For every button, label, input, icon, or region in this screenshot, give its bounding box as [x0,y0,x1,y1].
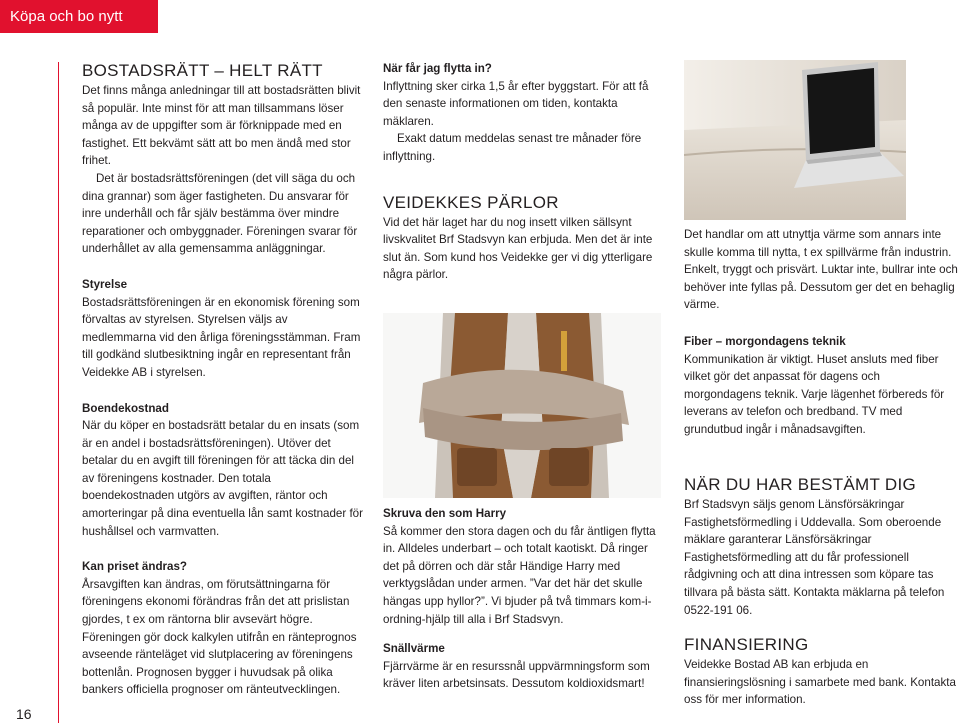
harry-heading: Skruva den som Harry [383,507,507,520]
worker-photo [383,313,661,498]
varme-paragraph: Det handlar om att utnyttja värme som annars inte skulle komma till nytta, t ex spillvärme från industrin. Enkelt, tryggt och prisvärt. Luktar inte, bullrar inte och behöver inte fyllas på. Dessutom ger det en behaglig värme. [684,228,958,312]
fiber-paragraph: Kommunikation är viktigt. Huset ansluts med fiber vilket gör det anpassat för dagens och morgondagens teknik. Varje lägenhet förbereds för leverans av telefon och bredband. TV med grundutbud ingår i månadsavgiften. [684,352,945,436]
flytta-paragraph-2: Exakt datum meddelas senast tre månader före inflyttning. [383,132,642,163]
intro-paragraph: Det finns många anledningar till att bostadsrätten blivit så populär. Inte minst för att man tillsammans löser många av de uppgifter som är förknippade med en fastighet. Ett bekvämt sätt att bo men ändå med stor frihet. [82,84,361,168]
parlor-paragraph: Vid det här laget har du nog insett vilken sällsynt livskvalitet Brf Stadsvyn kan erbjuda. Men det är inte slut än. Som kund hos Veidekke ger vi dig ytterligare några pärlor. [383,215,653,282]
styrelse-paragraph: Bostadsrättsföreningen är en ekonomisk förening som förvaltas av styrelsen. Styrelsen väljs av medlemmarna vid den årliga föreningsstämman. Fram till godkänd slutbesiktning ingår en representant från Veidekke AB i styrelsen. [82,295,361,379]
column-2-bottom [383,505,661,693]
column-3-bestamt [684,474,960,619]
page-number: 16 [16,706,32,722]
column-2 [383,60,661,284]
ownership-paragraph: Det är bostadsrättsföreningen (det vill säga du och dina grannar) som äger fastigheten. Du ansvarar för inre underhåll och får själv bestämma över mindre reparationer och ombyggnader. Föreningen svarar för underhållet av alla gemensamma anläggningar. [82,171,358,256]
fiber-heading: Fiber – morgondagens teknik [684,335,846,348]
column-3-finansiering [684,634,960,709]
snallvarme-paragraph: Fjärrvärme är en resurssnål uppvärmningsform som kräver liten arbetsinsats. Dessutom koldioxidsmart! [383,659,650,691]
pris-paragraph: Årsavgiften kan ändras, om förutsättningarna för föreningens ekonomi förändras från det att prislistan gjordes, t ex om räntorna blir avsevärt högre. Föreningen gör dock kalkylen utifrån en ränteprognos avseende ränteläget vid slutplacering av föreningens bottenlån. Prognosen bygger i huvudsak på olika bankers officiella prognoser om ränteutvecklingen. [82,577,357,697]
margin-rule [58,62,59,723]
boendekostnad-heading: Boendekostnad [82,401,169,415]
column-3 [684,226,960,314]
section-tab: Köpa och bo nytt [0,0,158,33]
harry-paragraph: Så kommer den stora dagen och du får äntligen flytta in. Alldeles underbart – och totalt kaotiskt. Då ringer det på dörren och där står Händige Harry med verktygslådan under armen. ”Var det här det skulle hängas upp hyllor?”. Vi bjuder på två timmars kom-i-ordning-hjälp till alla i Brf Stadsvyn. [383,524,656,626]
styrelse-heading: Styrelse [82,277,128,291]
flytta-heading: När får jag flytta in? [383,62,492,75]
section-title-bestamt: NÄR DU HAR BESTÄMT DIG [684,475,917,494]
column-1 [82,60,364,699]
pris-heading: Kan priset ändras? [82,560,188,574]
boendekostnad-paragraph: När du köper en bostadsrätt betalar du en insats (som är en andel i bostadsrättsföreningen). Utöver det betalar du en avgift till föreningen för att täcka din del av föreningens kostnader. Den totala boendekostnaden utgörs av avgiften, räntor och amorteringar på dina eventuella lån samt kostnader för hushållsel och varmvatten. [82,419,363,538]
section-title-bostadsratt: BOSTADSRÄTT – HELT RÄTT [82,61,323,80]
bestamt-paragraph: Brf Stadsvyn säljs genom Länsförsäkringar Fastighetsförmedling i Uddevalla. Som oberoende mäklare garanterar Länsförsäkringar Fastighetsförmedling att du får professionell rådgivning och att dina intressen som köpare tas tillvara på bästa sätt. Kontakta mäklarna på telefon 0522-191 06. [684,498,945,617]
column-3-fiber [684,333,960,439]
finansiering-paragraph: Veidekke Bostad AB kan erbjuda en finansieringslösning i samarbete med bank. Kontakta oss för mer information. [684,658,956,707]
section-title-parlor: VEIDEKKES PÄRLOR [383,192,559,212]
laptop-photo [684,60,906,220]
flytta-paragraph: Inflyttning sker cirka 1,5 år efter byggstart. För att få den senaste informationen om tiden, kontakta mäklaren. [383,79,649,128]
section-title-finansiering: FINANSIERING [684,635,809,654]
snallvarme-heading: Snällvärme [383,642,445,656]
